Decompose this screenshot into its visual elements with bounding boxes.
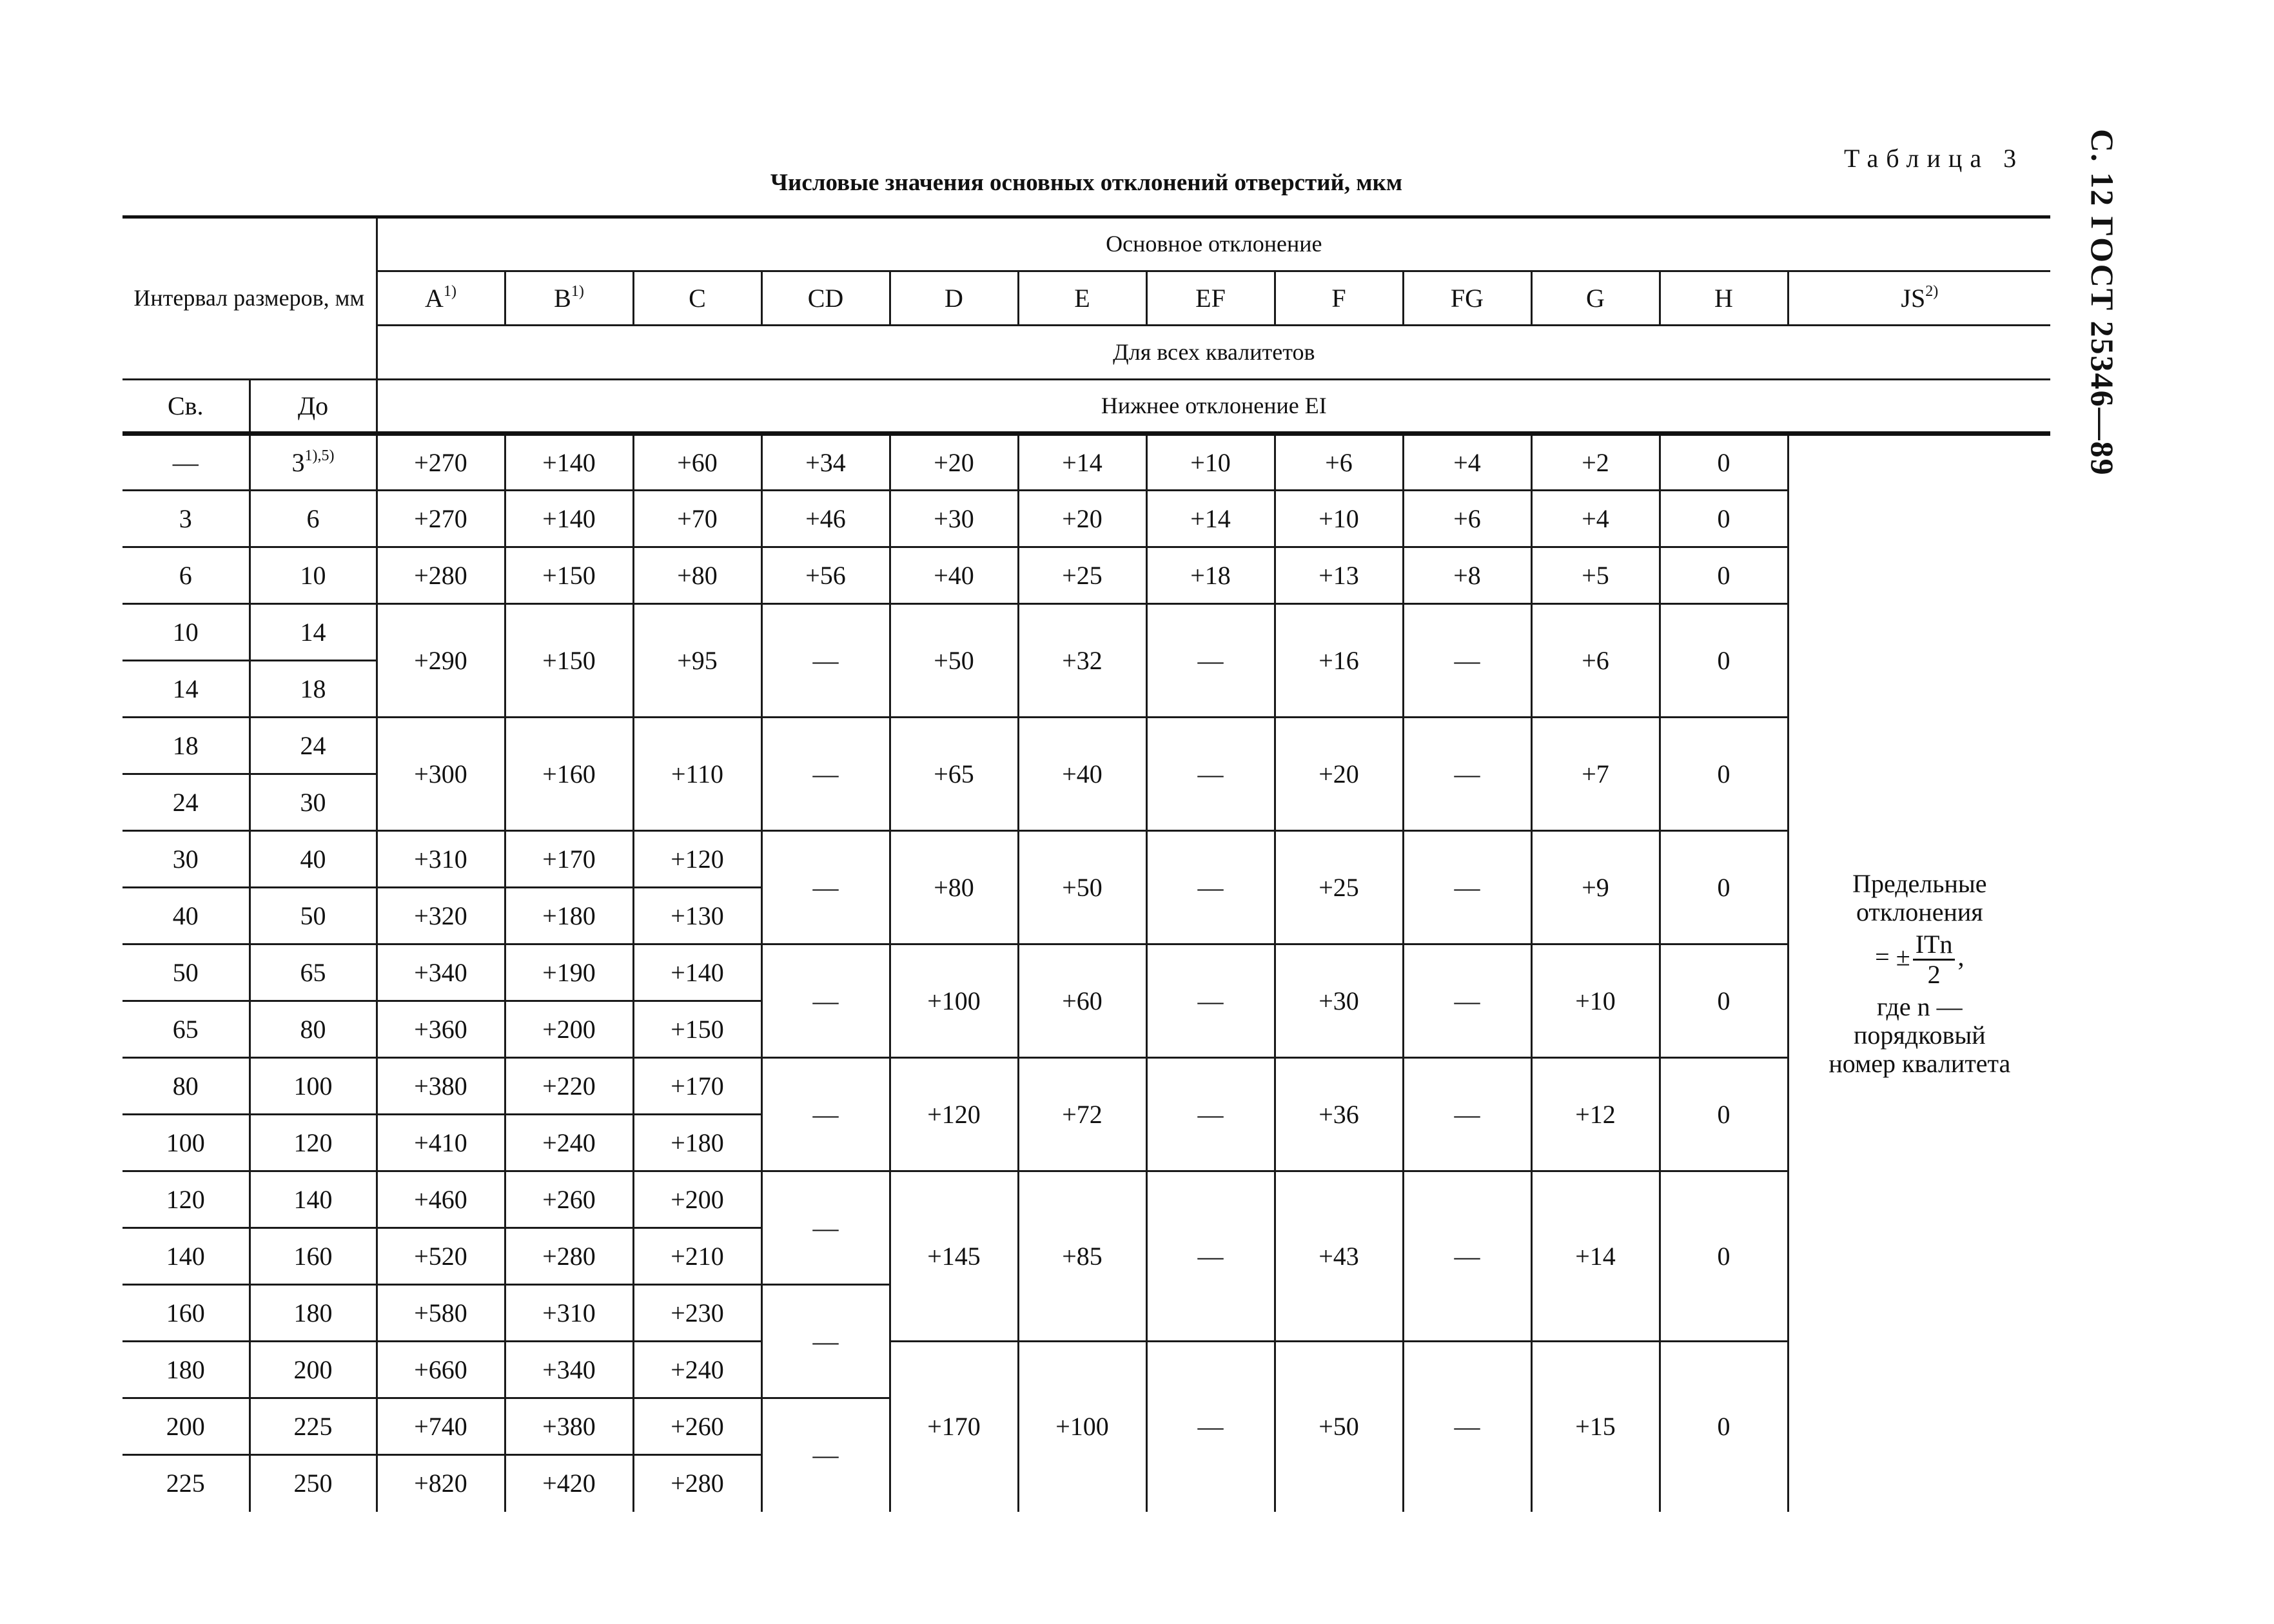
value-cd: — xyxy=(761,718,890,831)
value-c: +240 xyxy=(633,1342,761,1398)
interval-from: 10 xyxy=(123,604,250,661)
page-header-vertical xyxy=(2079,129,2163,529)
table-title: Числовые значения основных отклонений отверстий, мкм xyxy=(770,170,1403,196)
interval-to: 65 xyxy=(250,944,377,1001)
value-a: +320 xyxy=(377,888,505,944)
value-f: +43 xyxy=(1275,1171,1403,1342)
table-row xyxy=(123,831,2050,888)
value-b: +200 xyxy=(505,1001,633,1058)
value-b: +140 xyxy=(505,434,633,491)
interval-from: 225 xyxy=(123,1455,250,1512)
interval-to: 225 xyxy=(250,1398,377,1455)
value-fg: — xyxy=(1403,944,1531,1058)
interval-from: 160 xyxy=(123,1285,250,1342)
value-cd: — xyxy=(761,1171,890,1285)
value-c: +140 xyxy=(633,944,761,1001)
interval-to: $3^{1),5)}$ xyxy=(250,434,377,491)
interval-to: 100 xyxy=(250,1058,377,1115)
value-g: +15 xyxy=(1531,1342,1660,1512)
value-c: +280 xyxy=(633,1455,761,1512)
value-e: +85 xyxy=(1018,1171,1146,1342)
value-ef: — xyxy=(1146,1342,1275,1512)
table-row xyxy=(123,944,2050,1001)
value-e: +60 xyxy=(1018,944,1146,1058)
value-a: +290 xyxy=(377,604,505,718)
value-h: 0 xyxy=(1660,491,1788,547)
letter-header: EF xyxy=(1146,271,1275,326)
header-row-letters xyxy=(123,271,2050,326)
js-fraction xyxy=(1913,930,1955,989)
value-fg: — xyxy=(1403,1058,1531,1171)
value-ef: — xyxy=(1146,1171,1275,1342)
value-f: +6 xyxy=(1275,434,1403,491)
table-row xyxy=(123,1171,2050,1228)
value-c: +70 xyxy=(633,491,761,547)
table-number: Таблица 3 xyxy=(1844,144,2024,173)
interval-from: 200 xyxy=(123,1398,250,1455)
js-note-line1: Предельные xyxy=(1852,868,1987,898)
interval-from: 40 xyxy=(123,888,250,944)
value-c: +60 xyxy=(633,434,761,491)
value-b: +190 xyxy=(505,944,633,1001)
interval-from: 14 xyxy=(123,661,250,718)
value-g: +6 xyxy=(1531,604,1660,718)
table-row xyxy=(123,718,2050,774)
value-ef: +10 xyxy=(1146,434,1275,491)
interval-from: 24 xyxy=(123,774,250,831)
interval-from: — xyxy=(123,434,250,491)
interval-to: 10 xyxy=(250,547,377,604)
value-f: +36 xyxy=(1275,1058,1403,1171)
header-row-bounds xyxy=(123,380,2050,434)
value-a: +340 xyxy=(377,944,505,1001)
value-d: +65 xyxy=(890,718,1018,831)
interval-from: 180 xyxy=(123,1342,250,1398)
value-cd: +46 xyxy=(761,491,890,547)
value-c: +110 xyxy=(633,718,761,831)
letter-header: G xyxy=(1531,271,1660,326)
interval-from: 6 xyxy=(123,547,250,604)
interval-to: 24 xyxy=(250,718,377,774)
value-d: +100 xyxy=(890,944,1018,1058)
table-row xyxy=(123,434,2050,491)
value-a: +410 xyxy=(377,1115,505,1171)
interval-to: 200 xyxy=(250,1342,377,1398)
value-c: +130 xyxy=(633,888,761,944)
value-d: +145 xyxy=(890,1171,1018,1342)
value-b: +280 xyxy=(505,1228,633,1285)
value-cd: +56 xyxy=(761,547,890,604)
value-a: +360 xyxy=(377,1001,505,1058)
letter-header: C xyxy=(633,271,761,326)
letter-header: H xyxy=(1660,271,1788,326)
value-a: +460 xyxy=(377,1171,505,1228)
interval-to: 6 xyxy=(250,491,377,547)
interval-from: 140 xyxy=(123,1228,250,1285)
value-a: +660 xyxy=(377,1342,505,1398)
value-f: +25 xyxy=(1275,831,1403,944)
value-b: +150 xyxy=(505,604,633,718)
to-header: До xyxy=(250,380,377,434)
interval-from: 80 xyxy=(123,1058,250,1115)
value-c: +170 xyxy=(633,1058,761,1115)
interval-to: 30 xyxy=(250,774,377,831)
value-fg: — xyxy=(1403,1342,1531,1512)
js-fraction-numerator: ITn xyxy=(1913,930,1955,961)
interval-to: 18 xyxy=(250,661,377,718)
table-row xyxy=(123,1058,2050,1115)
value-b: +220 xyxy=(505,1058,633,1115)
value-g: +4 xyxy=(1531,491,1660,547)
value-ef: — xyxy=(1146,718,1275,831)
letter-header: JS$^{2)}$ xyxy=(1788,271,2050,326)
value-fg: +8 xyxy=(1403,547,1531,604)
value-f: +13 xyxy=(1275,547,1403,604)
interval-to: 180 xyxy=(250,1285,377,1342)
lower-deviation-header: Нижнее отклонение EI xyxy=(377,380,2050,434)
value-cd: — xyxy=(761,1398,890,1512)
interval-to: 14 xyxy=(250,604,377,661)
value-a: +270 xyxy=(377,491,505,547)
value-fg: — xyxy=(1403,718,1531,831)
header-row-main xyxy=(123,217,2050,271)
interval-from: 18 xyxy=(123,718,250,774)
value-h: 0 xyxy=(1660,547,1788,604)
value-c: +180 xyxy=(633,1115,761,1171)
letter-header: CD xyxy=(761,271,890,326)
value-d: +20 xyxy=(890,434,1018,491)
interval-from: 3 xyxy=(123,491,250,547)
interval-to: 80 xyxy=(250,1001,377,1058)
value-g: +2 xyxy=(1531,434,1660,491)
page-header-text: С. 12 ГОСТ 25346—89 xyxy=(2084,129,2121,476)
value-c: +200 xyxy=(633,1171,761,1228)
interval-to: 50 xyxy=(250,888,377,944)
value-fg: — xyxy=(1403,604,1531,718)
value-b: +150 xyxy=(505,547,633,604)
value-b: +170 xyxy=(505,831,633,888)
table-row xyxy=(123,1342,2050,1398)
value-c: +95 xyxy=(633,604,761,718)
interval-to: 250 xyxy=(250,1455,377,1512)
letter-header: $A^{1)}$ xyxy=(377,271,505,326)
value-c: +260 xyxy=(633,1398,761,1455)
value-cd: — xyxy=(761,831,890,944)
value-h: 0 xyxy=(1660,434,1788,491)
value-h: 0 xyxy=(1660,1058,1788,1171)
value-f: +30 xyxy=(1275,944,1403,1058)
value-g: +12 xyxy=(1531,1058,1660,1171)
value-a: +310 xyxy=(377,831,505,888)
value-a: +270 xyxy=(377,434,505,491)
value-b: +140 xyxy=(505,491,633,547)
value-b: +160 xyxy=(505,718,633,831)
interval-from: 50 xyxy=(123,944,250,1001)
value-b: +260 xyxy=(505,1171,633,1228)
value-g: +14 xyxy=(1531,1171,1660,1342)
value-c: +230 xyxy=(633,1285,761,1342)
value-d: +50 xyxy=(890,604,1018,718)
interval-from: 30 xyxy=(123,831,250,888)
value-b: +420 xyxy=(505,1455,633,1512)
value-ef: — xyxy=(1146,831,1275,944)
value-c: +150 xyxy=(633,1001,761,1058)
value-fg: — xyxy=(1403,1171,1531,1342)
value-fg: +4 xyxy=(1403,434,1531,491)
value-f: +10 xyxy=(1275,491,1403,547)
value-e: +25 xyxy=(1018,547,1146,604)
interval-from: 100 xyxy=(123,1115,250,1171)
value-g: +10 xyxy=(1531,944,1660,1058)
value-h: 0 xyxy=(1660,944,1788,1058)
value-e: +20 xyxy=(1018,491,1146,547)
value-b: +340 xyxy=(505,1342,633,1398)
value-b: +240 xyxy=(505,1115,633,1171)
letter-header: D xyxy=(890,271,1018,326)
value-d: +80 xyxy=(890,831,1018,944)
interval-to: 40 xyxy=(250,831,377,888)
value-a: +580 xyxy=(377,1285,505,1342)
value-d: +120 xyxy=(890,1058,1018,1171)
main-deviation-header: Основное отклонение xyxy=(377,217,2050,271)
value-c: +120 xyxy=(633,831,761,888)
value-a: +300 xyxy=(377,718,505,831)
value-e: +72 xyxy=(1018,1058,1146,1171)
js-note-line5: порядковый xyxy=(1853,1020,1986,1050)
header-row-grades xyxy=(123,326,2050,380)
value-b: +310 xyxy=(505,1285,633,1342)
interval-from: 65 xyxy=(123,1001,250,1058)
value-h: 0 xyxy=(1660,831,1788,944)
letter-header: $B^{1)}$ xyxy=(505,271,633,326)
value-fg: — xyxy=(1403,831,1531,944)
letter-header: F xyxy=(1275,271,1403,326)
interval-to: 140 xyxy=(250,1171,377,1228)
value-g: +7 xyxy=(1531,718,1660,831)
value-a: +380 xyxy=(377,1058,505,1115)
value-a: +820 xyxy=(377,1455,505,1512)
value-e: +50 xyxy=(1018,831,1146,944)
value-ef: — xyxy=(1146,604,1275,718)
value-d: +170 xyxy=(890,1342,1018,1512)
js-fraction-denominator: 2 xyxy=(1927,959,1941,989)
value-ef: — xyxy=(1146,944,1275,1058)
value-ef: +14 xyxy=(1146,491,1275,547)
from-header: Св. xyxy=(123,380,250,434)
value-cd: — xyxy=(761,604,890,718)
letter-header: E xyxy=(1018,271,1146,326)
value-cd: +34 xyxy=(761,434,890,491)
value-e: +100 xyxy=(1018,1342,1146,1512)
table-row xyxy=(123,604,2050,661)
value-f: +20 xyxy=(1275,718,1403,831)
js-note-line4: где n — xyxy=(1877,992,1963,1021)
js-note xyxy=(1788,434,2050,1512)
value-c: +210 xyxy=(633,1228,761,1285)
deviation-table xyxy=(123,215,2050,1512)
table-row xyxy=(123,491,2050,547)
interval-to: 120 xyxy=(250,1115,377,1171)
js-formula-prefix: = ± xyxy=(1875,942,1910,972)
value-f: +16 xyxy=(1275,604,1403,718)
value-g: +9 xyxy=(1531,831,1660,944)
value-a: +740 xyxy=(377,1398,505,1455)
value-h: 0 xyxy=(1660,1342,1788,1512)
value-f: +50 xyxy=(1275,1342,1403,1512)
value-h: 0 xyxy=(1660,604,1788,718)
value-cd: — xyxy=(761,1285,890,1398)
value-cd: — xyxy=(761,944,890,1058)
all-grades-header: Для всех квалитетов xyxy=(377,326,2050,380)
value-h: 0 xyxy=(1660,718,1788,831)
value-ef: — xyxy=(1146,1058,1275,1171)
value-c: +80 xyxy=(633,547,761,604)
value-d: +40 xyxy=(890,547,1018,604)
js-note-line2: отклонения xyxy=(1856,897,1983,926)
interval-to: 160 xyxy=(250,1228,377,1285)
letter-header: FG xyxy=(1403,271,1531,326)
value-ef: +18 xyxy=(1146,547,1275,604)
value-a: +520 xyxy=(377,1228,505,1285)
value-e: +32 xyxy=(1018,604,1146,718)
value-b: +180 xyxy=(505,888,633,944)
js-formula xyxy=(1875,930,1964,989)
value-d: +30 xyxy=(890,491,1018,547)
value-b: +380 xyxy=(505,1398,633,1455)
table-row xyxy=(123,547,2050,604)
value-h: 0 xyxy=(1660,1171,1788,1342)
js-note-line6: номер квалитета xyxy=(1828,1048,2011,1078)
value-a: +280 xyxy=(377,547,505,604)
value-cd: — xyxy=(761,1058,890,1171)
value-e: +40 xyxy=(1018,718,1146,831)
value-g: +5 xyxy=(1531,547,1660,604)
value-e: +14 xyxy=(1018,434,1146,491)
value-fg: +6 xyxy=(1403,491,1531,547)
interval-header: Интервал размеров, мм xyxy=(123,217,377,380)
interval-from: 120 xyxy=(123,1171,250,1228)
js-formula-suffix: , xyxy=(1957,942,1965,972)
